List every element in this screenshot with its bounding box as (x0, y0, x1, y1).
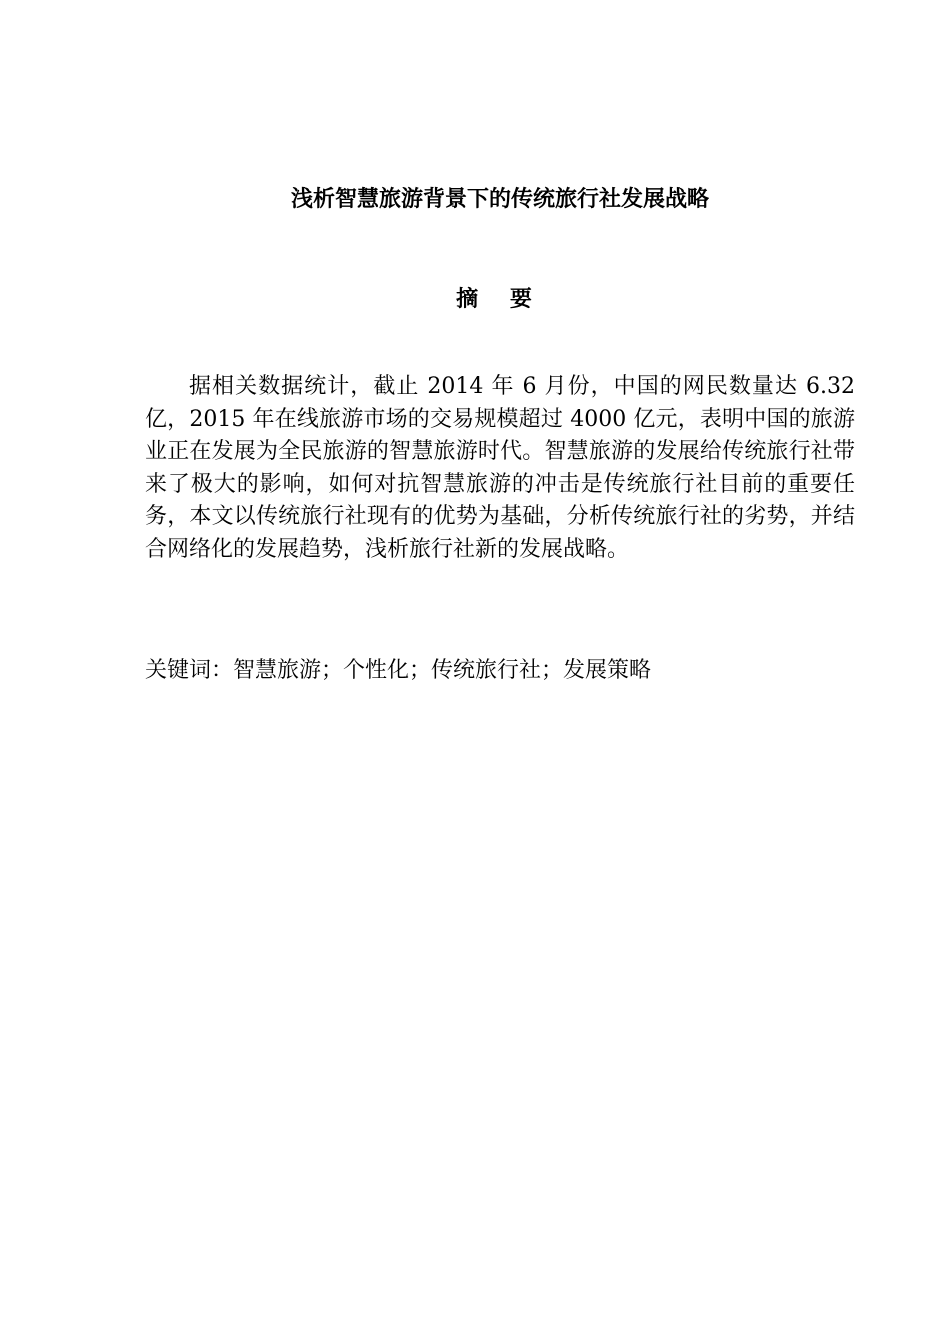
keywords-line (145, 654, 855, 688)
abstract-heading: 摘 要 (456, 287, 544, 312)
paper-title: 浅析智慧旅游背景下的传统旅行社发展战略 (290, 187, 709, 212)
keywords-text: 智慧旅游；个性化；传统旅行社；发展策略 (233, 658, 652, 683)
keywords-label: 关键词： (145, 658, 234, 683)
abstract-body: 据相关数据统计，截止 2014 年 6 月份，中国的网民数量达 6.32 亿，2015 年在线旅游市场的交易规模超过 4000 亿元，表明中国的旅游业正在发展为全民旅游的智慧旅游时代。智慧旅游的发展给传统旅行社带来了极大的影响，如何对抗智慧旅游的冲击是传统旅行社目前的重要任务，本文以传统旅行社现有的优势为基础，分析传统旅行社的劣势，并结合网络化的发展趋势，浅析旅行社新的发展战略。 (145, 374, 855, 562)
